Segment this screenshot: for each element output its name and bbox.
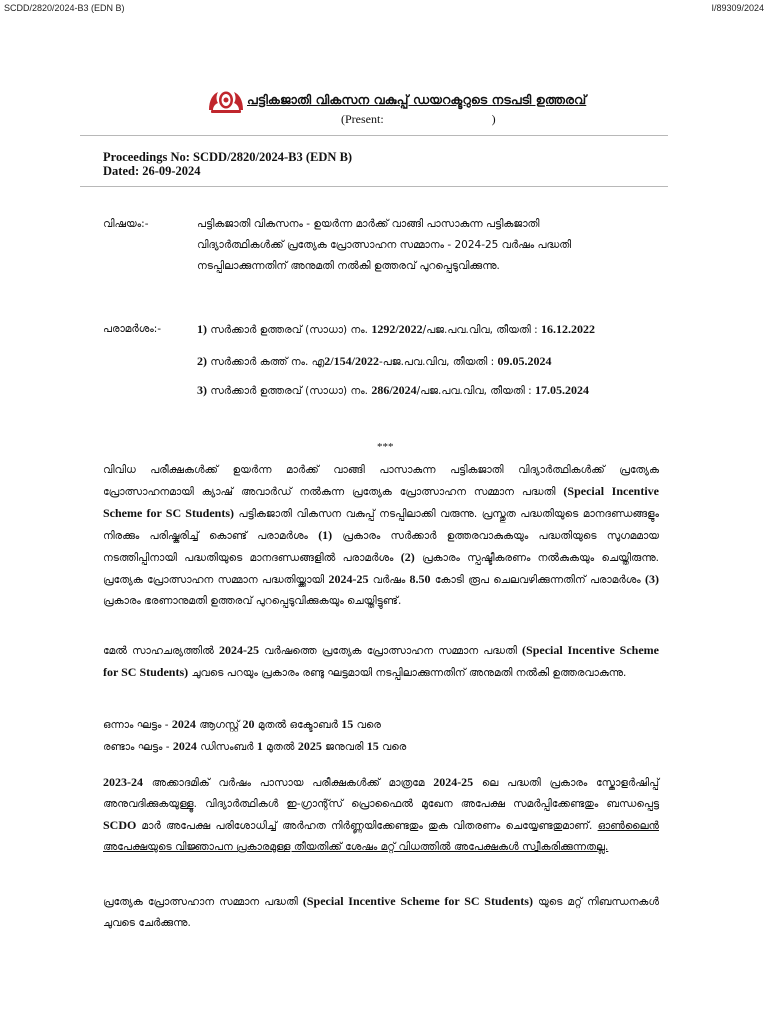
phase-one: ഒന്നാം ഘട്ടം - 2024 ആഗസ്റ്റ് 20 മുതൽ ഒക്ടോബർ 15 വരെ: [103, 717, 381, 731]
paragraph-approval: മേൽ സാഹചര്യത്തിൽ 2024-25 വർഷത്തെ പ്രത്യേക പ്രോത്സാഹന സമ്മാന പദ്ധതി (Special Incentive Scheme for SC Students) ചുവടെ പറയും പ്രകാരം രണ്ടു ഘട്ടമായി നടപ്പിലാക്കുന്നതിന് അനുമതി നൽകി ഉത്തരവാകുന്നു.: [103, 643, 660, 679]
divider-top: [80, 135, 668, 136]
subject-line: പട്ടികജാതി വികസനം - ഉയർന്ന മാർക്ക് വാങ്ങി പാസാകുന്ന പട്ടികജാതി: [197, 218, 540, 230]
proceedings-date: Dated: 26-09-2024: [103, 164, 201, 178]
paragraph-conditions: പ്രത്യേക പ്രോത്സഹാന സമ്മാന പദ്ധതി (Special Incentive Scheme for SC Students) യുടെ മറ്റ് നിബന്ധനകൾ ചുവടെ ചേർക്കുന്നു.: [103, 894, 659, 929]
file-number-header: I/89309/2024: [711, 3, 764, 13]
reference-label: പരാമർശം:-: [103, 323, 162, 335]
divider-bottom: [80, 186, 668, 187]
reference-item: 2) സർക്കാർ കത്ത് നം. എ2/154/2022-പജ.പവ.വിവ, തീയതി : 09.05.2024: [197, 354, 552, 368]
document-id-header: SCDD/2820/2024-B3 (EDN B): [4, 3, 125, 13]
present-line: (Present: ): [341, 112, 496, 126]
paragraph-intro: വിവിധ പരീക്ഷകൾക്ക് ഉയർന്ന മാർക്ക് വാങ്ങി പാസാകുന്ന പട്ടികജാതി വിദ്യാർത്ഥികൾക്ക് പ്രത്യേക പ്രോത്സാഹനമായി ക്യാഷ് അവാർഡ് നൽകുന്ന പ്രത്യേക പ്രോത്സാഹന സമ്മാന പദ്ധതി (Special Incentive Scheme for SC Students) പട്ടികജാതി വികസന വകുപ്പ് നടപ്പിലാക്കി വരുന്നു. പ്രസ്തുത പദ്ധതിയുടെ മാനദണ്ഡങ്ങളും നിരക്കും പരിഷ്കരിച്ച് കൊണ്ട് പരാമർശം (1) പ്രകാരം സർക്കാർ ഉത്തരവാകുകയും പദ്ധതിയുടെ സുഗമമായ നടത്തിപ്പിനായി പദ്ധതിയുടെ മാനദണ്ഡങ്ങളിൽ പരാമർശം (2) പ്രകാരം സ്പഷ്ടീകരണം നൽകുകയും ചെയ്തിരുന്നു. പ്രത്യേക പ്രോത്സാഹന സമ്മാന പദ്ധതിയ്ക്കായി 2024-25 വർഷം 8.50 കോടി രൂപ ചെലവഴിക്കുന്നതിന് പരാമർശം (3) പ്രകാരം ഭരണാനുമതി ഉത്തരവ് പുറപ്പെടുവിക്കുകയും ചെയ്തിട്ടുണ്ട്.: [103, 464, 659, 607]
subject-label: വിഷയം:-: [103, 218, 149, 230]
paragraph-eligibility: 2023-24 അക്കാദമിക് വർഷം പാസായ പരീക്ഷകൾക്ക് മാത്രമേ 2024-25 ലെ പദ്ധതി പ്രകാരം സ്കോളർഷിപ്പ് അനുവദിക്കുകയുള്ളൂ. വിദ്യാർത്ഥികൾ ഇ-ഗ്രാന്റ്സ് പ്രൊഫൈൽ മുഖേന അപേക്ഷ സമർപ്പിക്കേണ്ടതും ബന്ധപ്പെട്ട SCDO മാർ അപേക്ഷ പരിശോധിച്ച് അർഹത നിർണ്ണയിക്കേണ്ടതും തുക വിതരണം ചെയ്യേണ്ടതുമാണ്. ഓൺലൈൻ അപേക്ഷയുടെ വിജ്ഞാപന പ്രകാരമുള്ള തീയതിക്ക് ശേഷം മറ്റ് വിധത്തിൽ അപേക്ഷകൾ സ്വീകരിക്കുന്നതല്ല.: [103, 775, 659, 853]
order-title: പട്ടികജാതി വികസന വകുപ്പ് ഡയറക്ടറുടെ നടപടി ഉത്തരവ്: [247, 92, 587, 107]
subject-line: നടപ്പിലാക്കുന്നതിന് അനുമതി നൽകി ഉത്തരവ് പുറപ്പെടുവിക്കുന്നു.: [197, 260, 500, 272]
proceedings-number: Proceedings No: SCDD/2820/2024-B3 (EDN B): [103, 150, 353, 164]
reference-item: 1) സർക്കാർ ഉത്തരവ് (സാധാ) നം. 1292/2022/പജ.പവ.വിവ, തീയതി : 16.12.2022: [197, 322, 595, 336]
subject-line: വിദ്യാർത്ഥികൾക്ക് പ്രത്യേക പ്രോത്സാഹന സമ്മാനം - 2024-25 വർഷം പദ്ധതി: [197, 239, 572, 251]
reference-item: 3) സർക്കാർ ഉത്തരവ് (സാധാ) നം. 286/2024/പജ.പവ.വിവ, തീയതി : 17.05.2024: [197, 383, 589, 397]
phase-two: രണ്ടാം ഘട്ടം - 2024 ഡിസംബർ 1 മുതൽ 2025 ജനുവരി 15 വരെ: [103, 739, 407, 753]
section-separator: ***: [377, 441, 394, 453]
kerala-emblem-icon: [207, 86, 245, 116]
